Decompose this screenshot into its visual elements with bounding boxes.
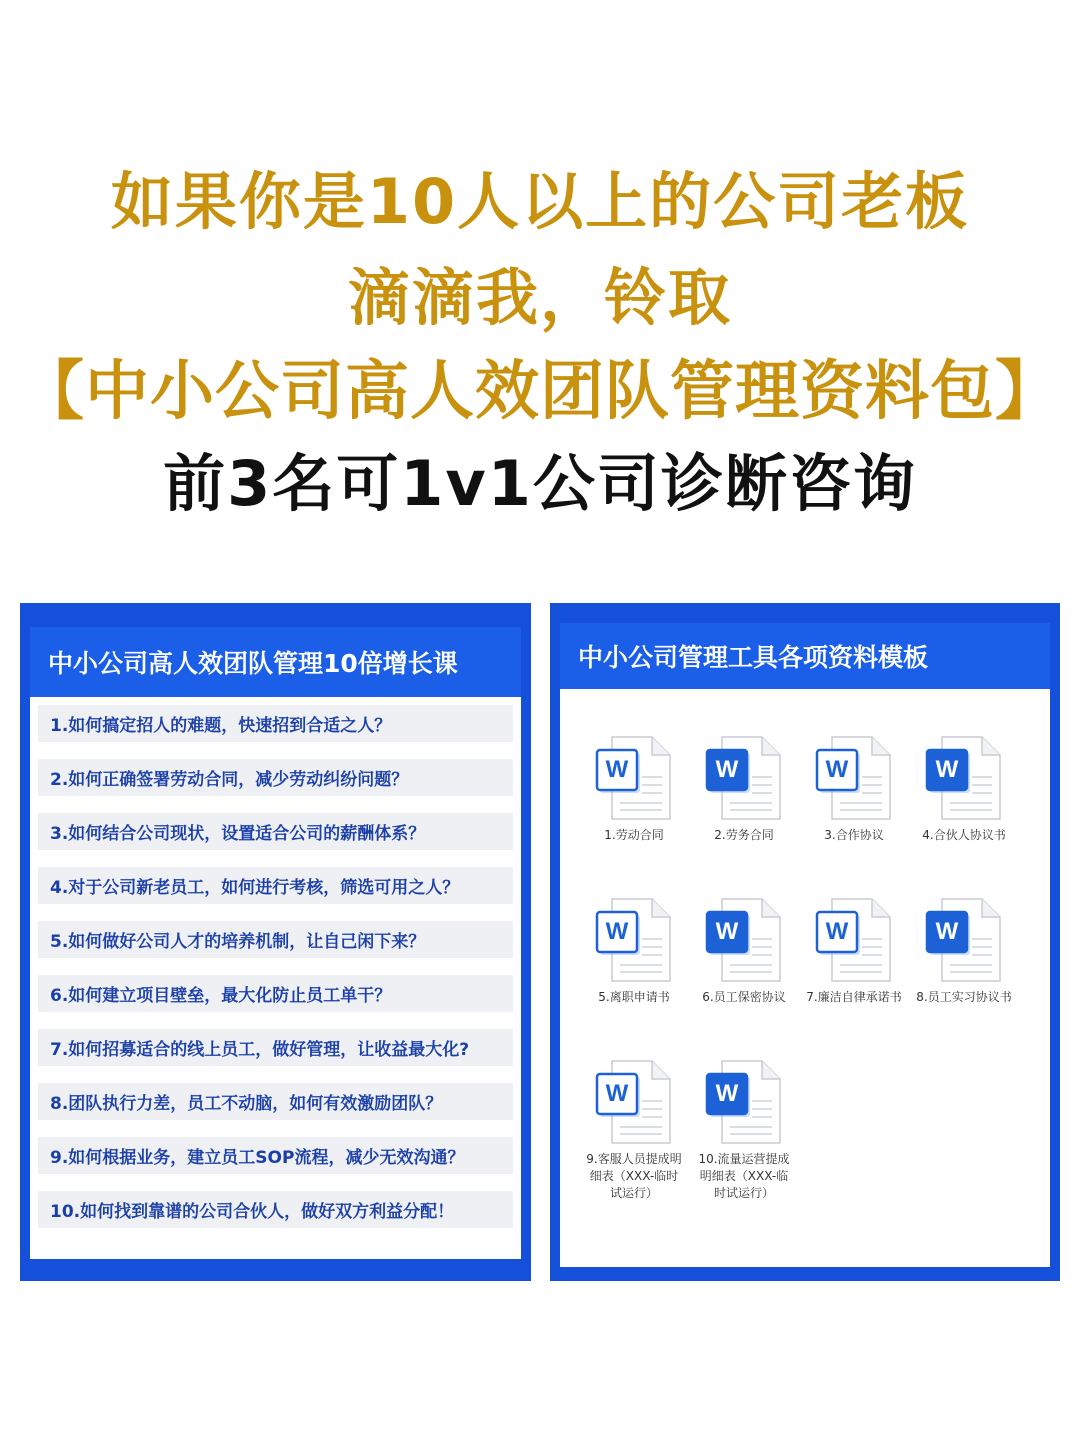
document-label: 3.合作协议 xyxy=(824,828,884,842)
course-panel-body xyxy=(30,697,521,1259)
word-file-icon xyxy=(594,895,674,985)
word-document-item[interactable] xyxy=(910,895,1018,1006)
headline-line-1: 如果你是10人以上的公司老板 xyxy=(110,165,970,238)
headline-line-4: 前3名可1v1公司诊断咨询 xyxy=(163,447,917,520)
document-label: 4.合伙人协议书 xyxy=(922,828,1006,842)
word-document-item[interactable] xyxy=(690,1057,798,1202)
word-file-icon xyxy=(704,895,784,985)
word-letter: W xyxy=(715,1080,739,1107)
word-file-icon xyxy=(924,895,1004,985)
word-letter: W xyxy=(825,756,849,783)
word-document-item[interactable] xyxy=(580,733,688,844)
word-file-icon xyxy=(704,733,784,823)
word-letter: W xyxy=(605,918,629,945)
headline-line-3: 【中小公司高人效团队管理资料包】 xyxy=(20,355,1060,429)
document-label: 6.员工保密协议 xyxy=(702,990,786,1004)
templates-panel-body xyxy=(560,689,1050,1267)
document-label: 7.廉洁自律承诺书 xyxy=(806,990,902,1004)
document-label: 9.客服人员提成明细表（XXX-临时试运行） xyxy=(586,1152,682,1200)
templates-panel xyxy=(550,603,1060,1281)
course-question-item: 4.对于公司新老员工，如何进行考核，筛选可用之人？ xyxy=(38,867,513,904)
word-document-item[interactable] xyxy=(800,895,908,1006)
word-file-icon xyxy=(594,1057,674,1147)
word-letter: W xyxy=(715,756,739,783)
word-letter: W xyxy=(825,918,849,945)
course-question-item: 8.团队执行力差，员工不动脑，如何有效激励团队？ xyxy=(38,1083,513,1120)
templates-panel-title: 中小公司管理工具各项资料模板 xyxy=(560,623,1050,689)
course-question-item: 6.如何建立项目壁垒，最大化防止员工单干？ xyxy=(38,975,513,1012)
course-question-item: 9.如何根据业务，建立员工SOP流程，减少无效沟通？ xyxy=(38,1137,513,1174)
course-question-item: 3.如何结合公司现状，设置适合公司的薪酬体系？ xyxy=(38,813,513,850)
word-file-icon xyxy=(704,1057,784,1147)
word-file-icon xyxy=(594,733,674,823)
document-label: 2.劳务合同 xyxy=(714,828,774,842)
word-letter: W xyxy=(935,756,959,783)
course-question-item: 2.如何正确签署劳动合同，减少劳动纠纷问题？ xyxy=(38,759,513,796)
word-file-icon xyxy=(924,733,1004,823)
document-label: 5.离职申请书 xyxy=(598,990,670,1004)
word-letter: W xyxy=(935,918,959,945)
word-document-item[interactable] xyxy=(580,895,688,1006)
document-label: 1.劳动合同 xyxy=(604,828,664,842)
word-document-item[interactable] xyxy=(800,733,908,844)
course-question-item: 10.如何找到靠谱的公司合伙人，做好双方利益分配！ xyxy=(38,1191,513,1228)
word-document-item[interactable] xyxy=(580,1057,688,1202)
word-file-icon xyxy=(814,895,894,985)
course-question-list xyxy=(38,705,513,1245)
word-letter: W xyxy=(715,918,739,945)
course-question-item: 7.如何招募适合的线上员工，做好管理，让收益最大化? xyxy=(38,1029,513,1066)
course-question-item: 5.如何做好公司人才的培养机制，让自己闲下来？ xyxy=(38,921,513,958)
course-panel xyxy=(20,603,531,1281)
word-file-icon xyxy=(814,733,894,823)
word-document-item[interactable] xyxy=(690,895,798,1006)
word-document-item[interactable] xyxy=(910,733,1018,844)
word-letter: W xyxy=(605,1080,629,1107)
headline-line-2: 滴滴我，铃取 xyxy=(347,261,732,334)
course-panel-title: 中小公司高人效团队管理10倍增长课 xyxy=(30,627,521,697)
document-label: 10.流量运营提成明细表（XXX-临时试运行） xyxy=(698,1152,790,1200)
course-question-item: 1.如何搞定招人的难题，快速招到合适之人？ xyxy=(38,705,513,742)
document-label: 8.员工实习协议书 xyxy=(916,990,1012,1004)
word-document-item[interactable] xyxy=(690,733,798,844)
word-letter: W xyxy=(605,756,629,783)
